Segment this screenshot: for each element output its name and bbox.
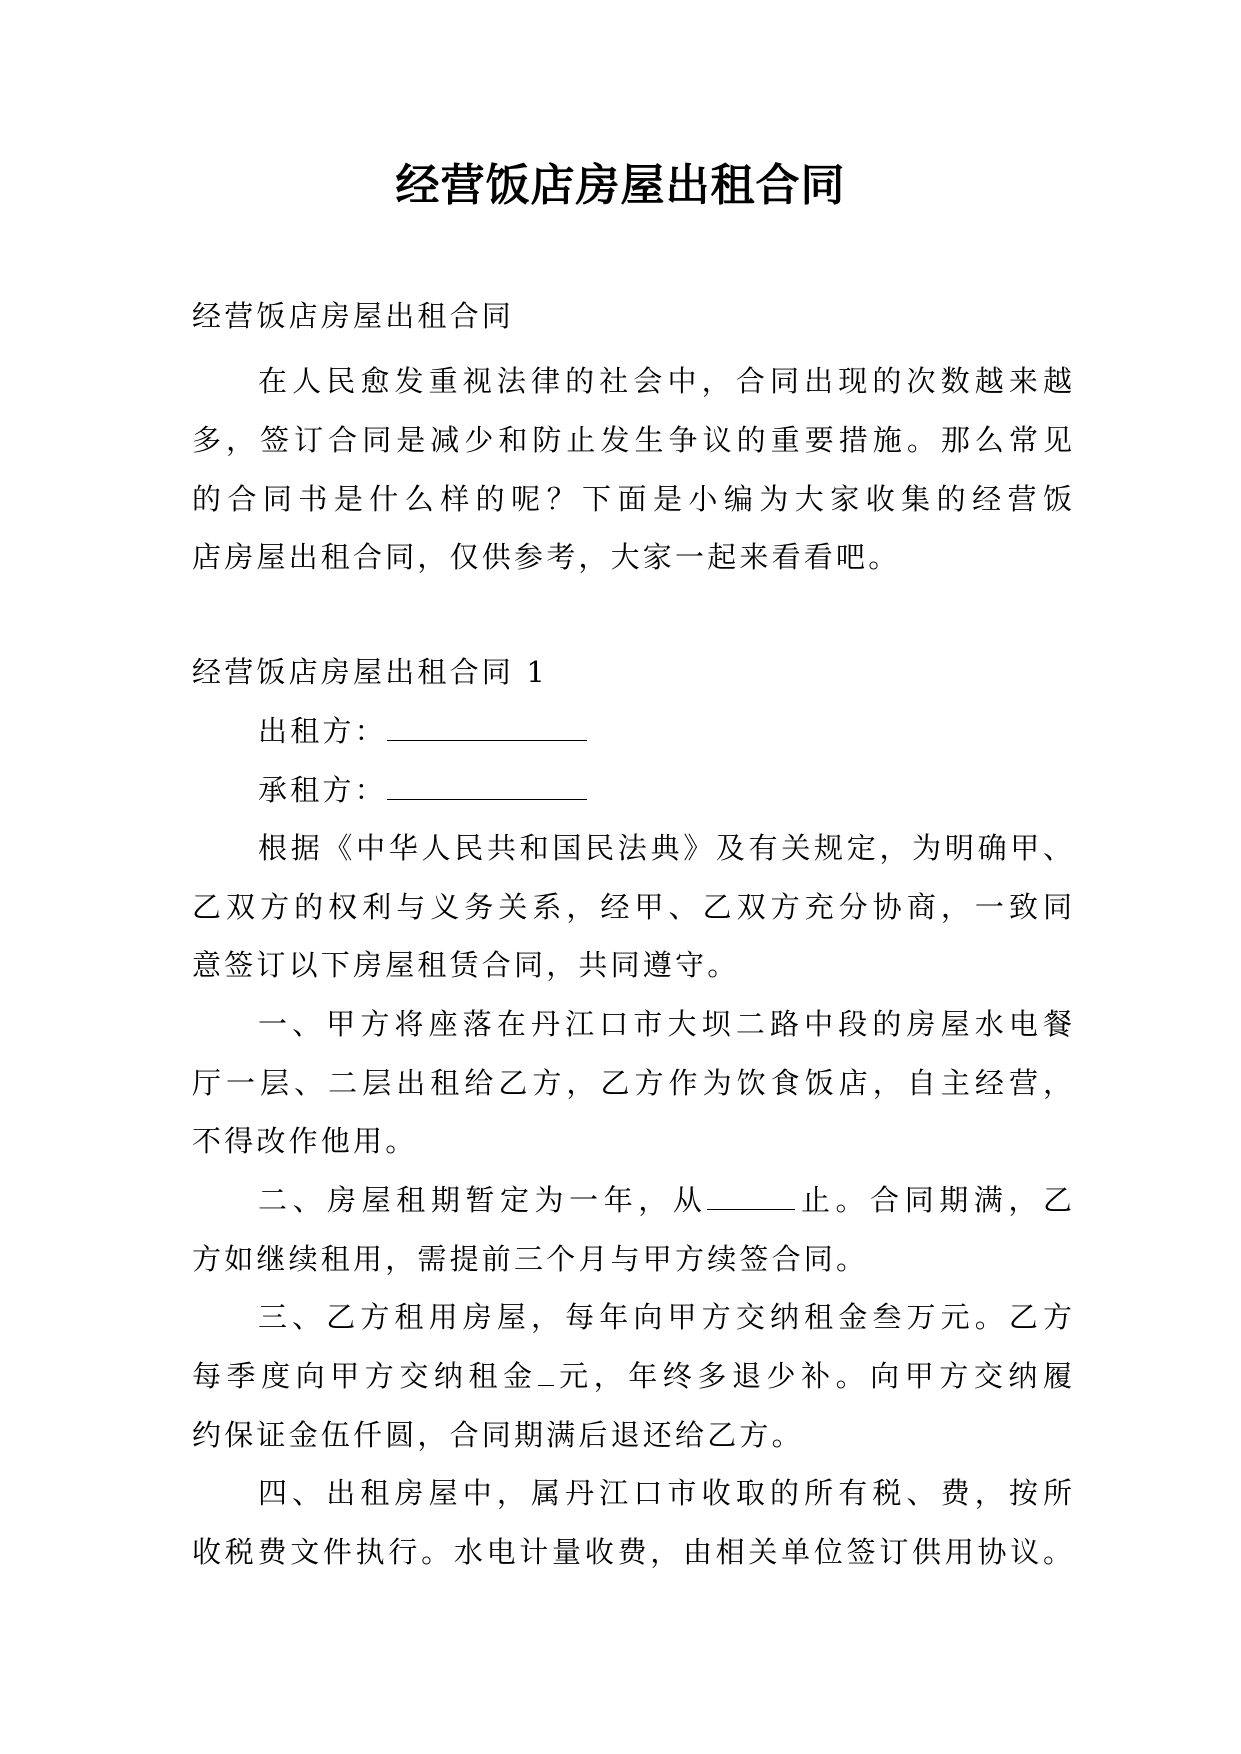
clause-line: 三、乙方租用房屋，每年向甲方交纳租金叁万元。乙方 [258, 1300, 1072, 1334]
preamble-line: 意签订以下房屋租赁合同，共同遵守。 [192, 948, 740, 982]
preamble-line: 根据《中华人民共和国民法典》及有关规定，为明确甲、 [258, 831, 1072, 865]
clause-line: 收税费文件执行。水电计量收费，由相关单位签订供用协议。 [192, 1535, 1072, 1569]
clause2-text-b: 止。合同期满，乙 [795, 1183, 1072, 1217]
lessee-blank [387, 775, 587, 800]
clause2-text-a: 二、房屋租期暂定为一年，从 [258, 1183, 708, 1217]
clause3-text-b: 元，年终多退少补。向甲方交纳履 [553, 1359, 1072, 1393]
clause-line: 方如继续租用，需提前三个月与甲方续签合同。 [192, 1242, 869, 1276]
rent-blank [538, 1361, 554, 1386]
clause-line: 厅一层、二层出租给乙方，乙方作为饮食饭店，自主经营， [192, 1066, 1072, 1100]
clause-line: 不得改作他用。 [192, 1124, 418, 1158]
intro-line: 的合同书是什么样的呢？下面是小编为大家收集的经营饭 [192, 482, 1072, 516]
lessor-line [258, 711, 1072, 751]
lessee-line [258, 770, 1072, 810]
lessor-blank [387, 716, 587, 741]
section-heading: 经营饭店房屋出租合同 1 [192, 655, 549, 689]
term-blank [707, 1185, 795, 1210]
intro-line: 多，签订合同是减少和防止发生争议的重要措施。那么常见 [192, 423, 1072, 457]
clause-line: 一、甲方将座落在丹江口市大坝二路中段的房屋水电餐 [258, 1007, 1072, 1041]
lessor-label: 出租方： [258, 714, 387, 748]
clause-line: 约保证金伍仟圆，合同期满后退还给乙方。 [192, 1418, 804, 1452]
document-heading: 经营饭店房屋出租合同 [192, 299, 515, 333]
intro-line: 店房屋出租合同，仅供参考，大家一起来看看吧。 [192, 540, 901, 574]
clause-line [258, 1180, 1072, 1220]
lessee-label: 承租方： [258, 773, 387, 807]
clause3-text-a: 每季度向甲方交纳租金 [192, 1359, 538, 1393]
document-title: 经营饭店房屋出租合同 [395, 160, 846, 211]
preamble-line: 乙双方的权利与义务关系，经甲、乙双方充分协商，一致同 [192, 890, 1072, 924]
intro-line: 在人民愈发重视法律的社会中，合同出现的次数越来越 [258, 364, 1072, 398]
clause-line [192, 1356, 1072, 1396]
clause-line: 四、出租房屋中，属丹江口市收取的所有税、费，按所 [258, 1476, 1072, 1510]
